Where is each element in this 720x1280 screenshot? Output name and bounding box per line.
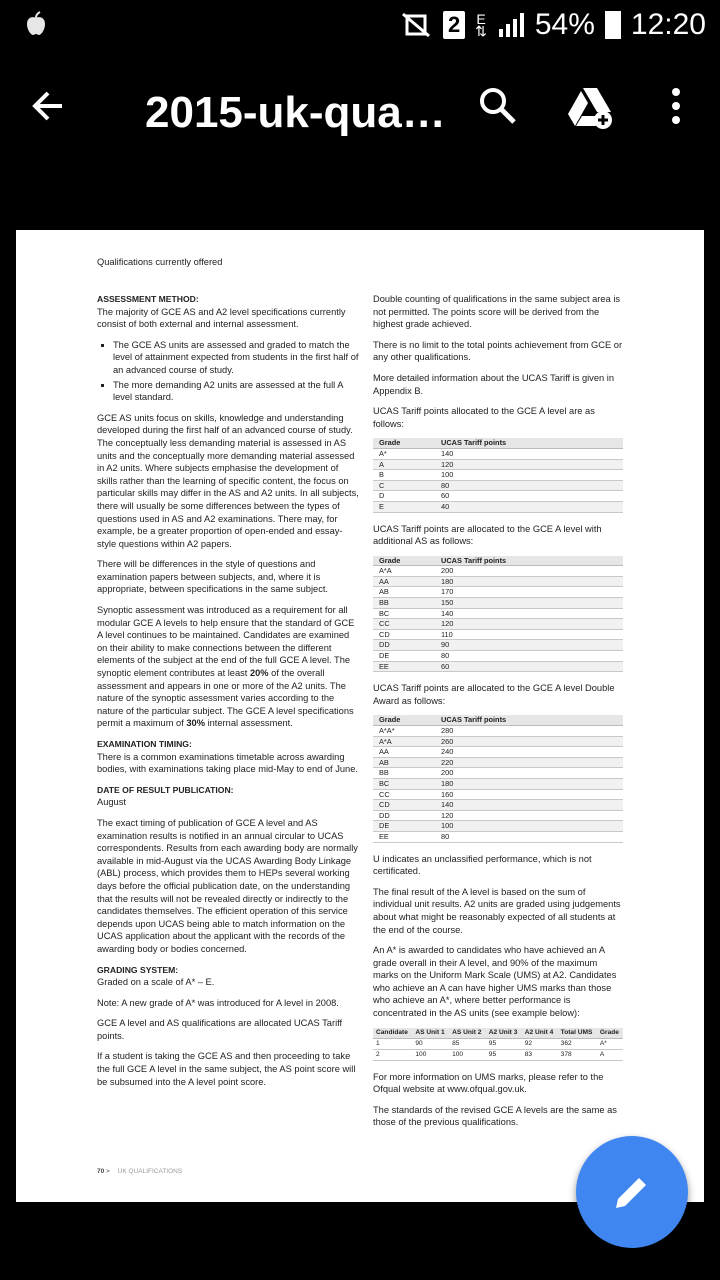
ums-cell: 1 (373, 1038, 412, 1049)
paragraph: There is a common examinations timetable across awarding bodies, with examinations taking place mid-May to end of June. (97, 751, 358, 775)
paragraph: UCAS Tariff points are allocated to the GCE A level with additional AS as follows: (373, 523, 602, 547)
paragraph: Note: A new grade of A* was introduced for A level in 2008. (97, 997, 339, 1008)
table-row (373, 747, 623, 758)
table-row (373, 757, 623, 768)
table-row (373, 651, 623, 662)
points-cell: 140 (435, 800, 623, 811)
points-cell: 120 (435, 810, 623, 821)
search-icon[interactable] (476, 84, 518, 126)
points-cell: 160 (435, 789, 623, 800)
table-row (373, 726, 623, 737)
table-row (373, 501, 623, 512)
document-title: 2015-uk-qua… (145, 88, 446, 137)
footer-arrow: > (106, 1168, 110, 1175)
paragraph: The standards of the revised GCE A levels are the same as those of the previous qualifications. (373, 1104, 617, 1128)
page-header: Qualifications currently offered (97, 257, 223, 267)
ums-header-cell: A2 Unit 3 (486, 1028, 522, 1039)
ums-header-cell: Grade (597, 1028, 623, 1039)
grade-cell: E (373, 501, 435, 512)
table-row (373, 1038, 623, 1049)
points-cell: 40 (435, 501, 623, 512)
mute-vibrate-icon (399, 12, 433, 38)
grade-cell: DE (373, 821, 435, 832)
sim-indicator: 2 (443, 11, 465, 39)
paragraph: Double counting of qualifications in the same subject area is not permitted. The points score will be derived from the highest grade achieved. (373, 294, 621, 330)
table-row (373, 640, 623, 651)
status-bar (0, 0, 720, 50)
table-row (373, 491, 623, 502)
table-row (373, 821, 623, 832)
grade-cell: CD (373, 629, 435, 640)
grade-cell: BC (373, 778, 435, 789)
table-row (373, 470, 623, 481)
grade-cell: A*A (373, 736, 435, 747)
paragraph: GCE AS units focus on skills, knowledge and understanding developed during the first half of an advanced course of study. The conceptually less demanding material is assessed in AS units and the conceptually more demanding material assessed in A2 units. Where subjects emphasise the development of skills rather than the learning of specific content, the focus on particular skills may differ in the AS and A2 units. In all subjects, there will usually be some differences between the types of questions used in AS and A2 examinations. There may, for example, be a greater proportion of open-ended and essay-style questions within A2 papers. (97, 412, 359, 549)
paragraph: There is no limit to the total points achievement from GCE or any other qualifications. (373, 339, 623, 363)
table-row (373, 661, 623, 672)
ums-cell: 92 (522, 1038, 558, 1049)
grade-cell: BB (373, 768, 435, 779)
paragraph: GCE A level and AS qualifications are allocated UCAS Tariff points. (97, 1018, 343, 1041)
ums-cell: 85 (449, 1038, 486, 1049)
paragraph: If a student is taking the GCE AS and then proceeding to take the full GCE A level in the same subject, the AS point score will be subsumed into the A level point score. (97, 1051, 356, 1087)
ums-example-table (373, 1028, 623, 1061)
points-cell: 140 (435, 608, 623, 619)
points-cell: 110 (435, 629, 623, 640)
table-row (373, 619, 623, 630)
apple-notification-icon (22, 10, 50, 38)
paragraph: UCAS Tariff points are allocated to the GCE A level Double Award as follows: (373, 683, 615, 706)
points-cell: 180 (435, 576, 623, 587)
ums-cell: A (597, 1049, 623, 1060)
paragraph: August (97, 797, 126, 808)
points-cell: 80 (435, 831, 623, 842)
grade-cell: DE (373, 651, 435, 662)
paragraph: There will be differences in the style of questions and examination papers between subjects, and, where it is appropriate, between specifications in the same subject. (97, 559, 329, 595)
table-row (373, 459, 623, 470)
heading-assessment: ASSESSMENT METHOD: (97, 294, 199, 304)
grade-cell: A*A* (373, 726, 435, 737)
paragraph: The majority of GCE AS and A2 level specifications currently consist of both external and internal assessment. (97, 306, 346, 330)
table-row (373, 789, 623, 800)
points-cell: 150 (435, 598, 623, 609)
paragraph: The final result of the A level is based on the sum of individual unit results. A2 units are graded using judgements about what might be reasonably expected of all students at the end of the course. (373, 886, 621, 935)
points-cell: 80 (435, 480, 623, 491)
paragraph: U indicates an unclassified performance, which is not certificated. (373, 853, 592, 877)
paragraph: Synoptic assessment was introduced as a requirement for all modular GCE A levels to help ensure that the standard of GCE A level continues to be maintained. Candidates are examined on their ability to make connections between the different elements of the subject at the end of the full GCE A level. The synoptic element contributes at least 20% of the overall assessment and appears in one or more of the A2 units. The nature of the synoptic assessment varies according to the nature of the particular subject. The GCE A level specifications permit a maximum of 30% internal assessment. (97, 605, 355, 729)
add-to-drive-icon[interactable] (568, 84, 614, 130)
points-cell: 260 (435, 736, 623, 747)
bullet-list (97, 339, 361, 404)
tariff-table-additional-as: Grade UCAS Tariff points A*A 200 AA 180 AB 170 BB 150 BC 140 CC 120 CD 110 DD 90 DE 80 EE 60 (373, 556, 623, 673)
table-row (373, 576, 623, 587)
paragraph: For more information on UMS marks, please refer to the Ofqual website at www.ofqual.gov.uk. (373, 1071, 604, 1095)
list-item: ▪ The GCE AS units are assessed and graded to match the level of attainment expected from students in the first half of an advanced course of study. (113, 339, 361, 377)
ums-cell: 2 (373, 1049, 412, 1060)
grade-cell: CC (373, 789, 435, 800)
table-row (373, 800, 623, 811)
page-footer (97, 1166, 182, 1179)
grade-cell: D (373, 491, 435, 502)
grade-cell: DD (373, 810, 435, 821)
table-row (373, 480, 623, 491)
app-bar (0, 50, 720, 170)
ums-cell: 95 (486, 1038, 522, 1049)
network-type-indicator: E ⇅ (475, 11, 487, 39)
grade-cell: EE (373, 661, 435, 672)
footer-section: UK QUALIFICATIONS (117, 1168, 183, 1175)
heading-grading: GRADING SYSTEM: (97, 964, 179, 975)
grade-cell: CC (373, 619, 435, 630)
back-arrow-icon[interactable] (28, 86, 68, 126)
document-page[interactable] (16, 230, 704, 1202)
table-row (373, 810, 623, 821)
table-row (373, 1049, 623, 1060)
points-cell: 170 (435, 587, 623, 598)
table-row (373, 448, 623, 459)
grade-cell: A*A (373, 566, 435, 577)
ums-cell: 100 (412, 1049, 449, 1060)
list-item: ▪ The more demanding A2 units are assessed at the full A level standard. (113, 379, 361, 404)
paragraph: An A* is awarded to candidates who have achieved an A grade overall in their A level, and 90% of the maximum marks on the Uniform Mark Scale (UMS) at A2. Candidates who achieve an A can have higher UMS marks than those who achieve an A*, where better performance is concentrated in the AS units (see example below): (373, 945, 617, 1019)
ums-cell: 378 (558, 1049, 597, 1060)
paragraph: The exact timing of publication of GCE A level and AS examination results is notified in an annual circular to UCAS correspondents. Results from each awarding body are normally available in mid-August via the UCAS Awarding Body Linkage (ABL) process, which provides them to HEPs several working days before the official publication date, on the understanding that the results will not be revealed directly or indirectly to the candidates themselves. The efficient operation of this service depends upon UCAS being able to match information on the UCAS application about the applicant with the records of the awarding body or bodies concerned. (97, 817, 358, 954)
grade-cell: AB (373, 587, 435, 598)
points-cell: 240 (435, 747, 623, 758)
signal-icon (497, 11, 525, 39)
grade-cell: C (373, 480, 435, 491)
paragraph: More detailed information about the UCAS Tariff is given in Appendix B. (373, 372, 614, 396)
pencil-icon (612, 1172, 652, 1212)
table-row (373, 629, 623, 640)
more-options-icon[interactable] (666, 86, 686, 126)
page-number: 70 (97, 1168, 105, 1175)
paragraph: Graded on a scale of A* – E. (97, 977, 215, 988)
table-row (373, 778, 623, 789)
table-row (373, 768, 623, 779)
table-row (373, 608, 623, 619)
grade-cell: AB (373, 757, 435, 768)
grade-cell: BB (373, 598, 435, 609)
grade-cell: B (373, 470, 435, 481)
ums-cell: 83 (522, 1049, 558, 1060)
points-cell: 220 (435, 757, 623, 768)
points-cell: 90 (435, 640, 623, 651)
edit-fab-button[interactable] (576, 1136, 688, 1248)
points-cell: 120 (435, 459, 623, 470)
clock: 12:20 (630, 8, 706, 41)
ums-header-cell: A2 Unit 4 (522, 1028, 558, 1039)
points-cell: 80 (435, 651, 623, 662)
table-row (373, 566, 623, 577)
ums-header-cell: AS Unit 2 (449, 1028, 486, 1039)
ums-cell: 100 (449, 1049, 486, 1060)
points-cell: 60 (435, 661, 623, 672)
points-cell: 200 (435, 566, 623, 577)
table-row (373, 598, 623, 609)
grade-cell: EE (373, 831, 435, 842)
ums-cell: 362 (558, 1038, 597, 1049)
ums-header-cell: Total UMS (558, 1028, 597, 1039)
tariff-table-double-award: Grade UCAS Tariff points A*A* 280 A*A 260 AA 240 AB 220 BB 200 BC 180 CC 160 CD 140 DD 120 DE 100 EE 80 (373, 715, 623, 842)
points-cell: 100 (435, 470, 623, 481)
points-cell: 140 (435, 448, 623, 459)
ums-header-cell: Candidate (373, 1028, 412, 1039)
heading-result: DATE OF RESULT PUBLICATION: (97, 784, 234, 795)
grade-cell: A* (373, 448, 435, 459)
ums-header-cell: AS Unit 1 (412, 1028, 449, 1039)
grade-cell: AA (373, 576, 435, 587)
ums-cell: A* (597, 1038, 623, 1049)
points-cell: 180 (435, 778, 623, 789)
ums-cell: 95 (486, 1049, 522, 1060)
ums-cell: 90 (412, 1038, 449, 1049)
grade-cell: BC (373, 608, 435, 619)
points-cell: 280 (435, 726, 623, 737)
points-cell: 100 (435, 821, 623, 832)
points-cell: 120 (435, 619, 623, 630)
heading-timing: EXAMINATION TIMING: (97, 739, 192, 749)
grade-cell: A (373, 459, 435, 470)
paragraph: UCAS Tariff points allocated to the GCE A level are as follows: (373, 406, 595, 429)
right-column (373, 293, 623, 1137)
grade-cell: DD (373, 640, 435, 651)
points-cell: 60 (435, 491, 623, 502)
tariff-table-a-level: Grade UCAS Tariff points A* 140 A 120 B 100 C 80 D 60 E 40 (373, 438, 623, 512)
left-column (97, 293, 361, 1096)
table-row (373, 587, 623, 598)
battery-percent: 54% (534, 8, 595, 41)
points-cell: 200 (435, 768, 623, 779)
table-row (373, 736, 623, 747)
grade-cell: AA (373, 747, 435, 758)
battery-icon (605, 11, 621, 39)
grade-cell: CD (373, 800, 435, 811)
table-row (373, 831, 623, 842)
